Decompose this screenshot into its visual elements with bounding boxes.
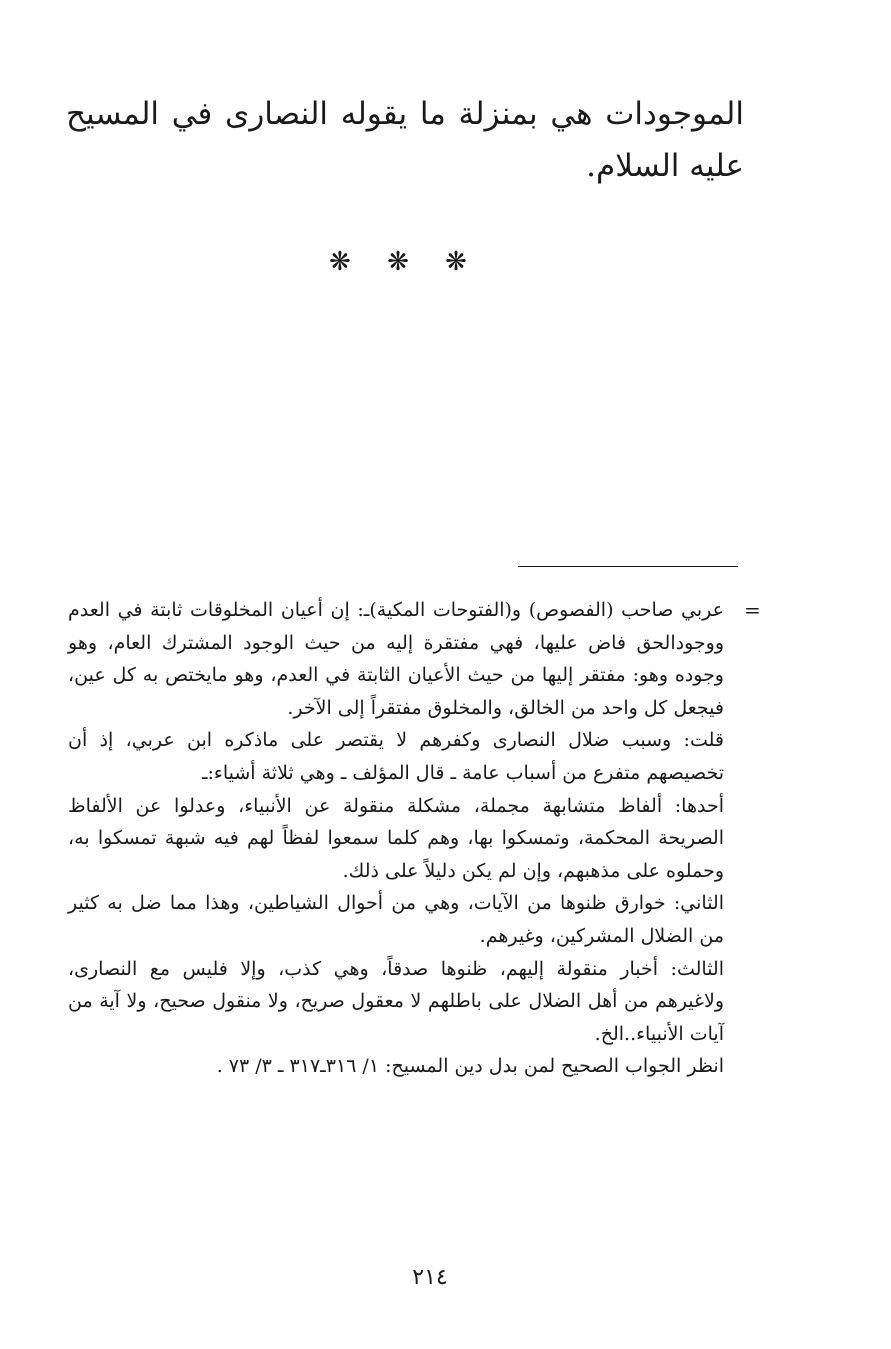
footnote-continuation-mark: =	[744, 598, 761, 622]
footnote-paragraph: الثالث: أخبار منقولة إليهم، ظنوها صدقاً، وهي كذب، وإلا فليس مع النصارى، ولاغيرهم من أهل الضلال على باطلهم لا معقول صريح، ولا منقول صحيح، ولا آية من آيات الأنبياء..الخ.	[68, 957, 724, 1045]
main-text-paragraph: الموجودات هي بمنزلة ما يقوله النصارى في المسيح عليه السلام.	[66, 96, 744, 184]
footnote-paragraph: أحدها: ألفاظ متشابهة مجملة، مشكلة منقولة عن الأنبياء، وعدلوا عن الألفاظ الصريحة المحكمة، وتمسكوا بها، وهم كلما سمعوا لفظاً لهم فيه شبهة تمسكوا به، وحملوه على مذهبهم، وإن لم يكن دليلاً على ذلك.	[68, 794, 724, 882]
page-number: ٢١٤	[412, 1265, 448, 1290]
footnote-paragraph: عربي صاحب (الفصوص) و(الفتوحات المكية)ـ: إن أعيان المخلوقات ثابتة في العدم ووجودالحق فاض عليها، فهي مفتقرة إليه من حيث الوجود المشترك العام، وهو وجوده وهو: مفتقر إليها من حيث الأعيان الثابتة في العدم، وهو مايختص به كل عين، فيجعل كل واحد من الخالق، والمخلوق مفتقراً إلى الآخر.	[68, 599, 724, 719]
footnotes	[68, 594, 724, 1083]
footnote-paragraph: الثاني: خوارق ظنوها من الآيات، وهي من أحوال الشياطين، وهذا مما ضل به كثير من الضلال المشركين، وغيرهم.	[68, 892, 724, 947]
footnote-divider	[518, 566, 738, 567]
footnote-reference: انظر الجواب الصحيح لمن بدل دين المسيح: ١/ ٣١٦ـ٣١٧ ـ ٣/ ٧٣ .	[216, 1055, 724, 1078]
footnote-paragraph: قلت: وسبب ضلال النصارى وكفرهم لا يقتصر على ماذكره ابن عربي، إذ أن تخصيصهم متفرع من أسباب عامة ـ قال المؤلف ـ وهي ثلاثة أشياء:ـ	[68, 729, 724, 784]
section-separator: ❋ ❋ ❋	[329, 247, 481, 277]
